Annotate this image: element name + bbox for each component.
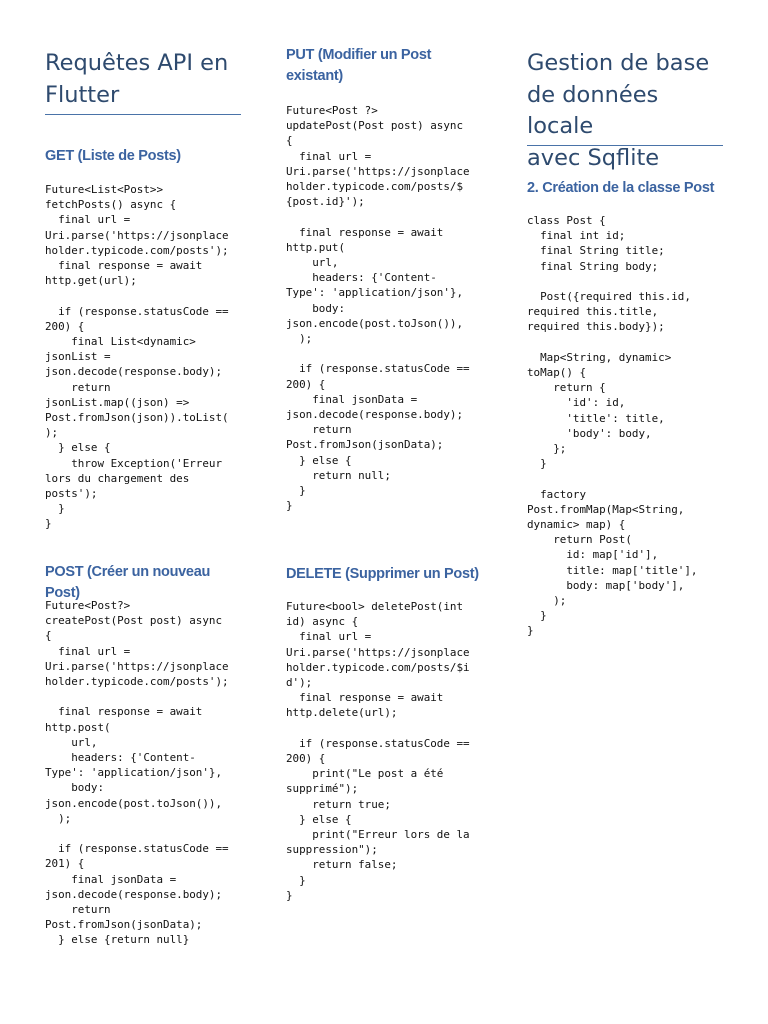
heading-class-post: 2. Création de la classe Post <box>527 180 715 196</box>
heading-put: PUT (Modifier un Post existant) <box>286 47 432 84</box>
heading-get: GET (Liste de Posts) <box>45 148 181 164</box>
page-title-sqflite: Gestion de base de données locale avec Sqflite <box>527 50 710 171</box>
code-block-get: Future<List<Post>> fetchPosts() async { final url = Uri.parse('https://jsonplace holder.typicode.com/posts'); final response = await http.get(url); if (response.statusCode == 200) { final List<dynamic> jsonList = json.decode(response.body); return jsonList.map((json) => Post.fromJson(json)).toList( ); } else { throw Exception('Erreur lors du chargement des posts'); } } <box>45 183 229 531</box>
code-block-post: Future<Post?> createPost(Post post) async { final url = Uri.parse('https://jsonplace holder.typicode.com/posts'); final response = await http.post( url, headers: {'Content- Type': 'application/json'}, body: json.encode(post.toJson()), ); if (response.statusCode == 201) { final jsonData = json.decode(response.body); return Post.fromJson(jsonData); } else {return null} <box>45 599 229 947</box>
title-divider <box>527 145 723 146</box>
code-block-delete: Future<bool> deletePost(int id) async { final url = Uri.parse('https://jsonplace holder.typicode.com/posts/$i d'); final response = await http.delete(url); if (response.statusCode == 200) { print("Le post a été supprimé"); return true; } else { print("Erreur lors de la suppression"); return false; } } <box>286 600 470 902</box>
code-block-put: Future<Post ?> updatePost(Post post) async { final url = Uri.parse('https://jsonplace holder.typicode.com/posts/$ {post.id}'); final response = await http.put( url, headers: {'Content- Type': 'application/json'}, body: json.encode(post.toJson()), ); if (response.statusCode == 200) { final jsonData = json.decode(response.body); return Post.fromJson(jsonData); } else { return null; } } <box>286 104 470 513</box>
heading-delete: DELETE (Supprimer un Post) <box>286 566 479 582</box>
code-block-class-post: class Post { final int id; final String title; final String body; Post({required this.id, required this.title, required this.body}); Map<String, dynamic> toMap() { return { 'id': id, 'title': title, 'body': body, }; } factory Post.fromMap(Map<String, dynamic> map) { return Post( id: map['id'], title: map['title'], body: map['body'], ); } } <box>527 214 698 638</box>
title-divider <box>45 114 241 115</box>
page-title-api-requests: Requêtes API en Flutter <box>45 50 229 108</box>
heading-post: POST (Créer un nouveau Post) <box>45 564 211 601</box>
